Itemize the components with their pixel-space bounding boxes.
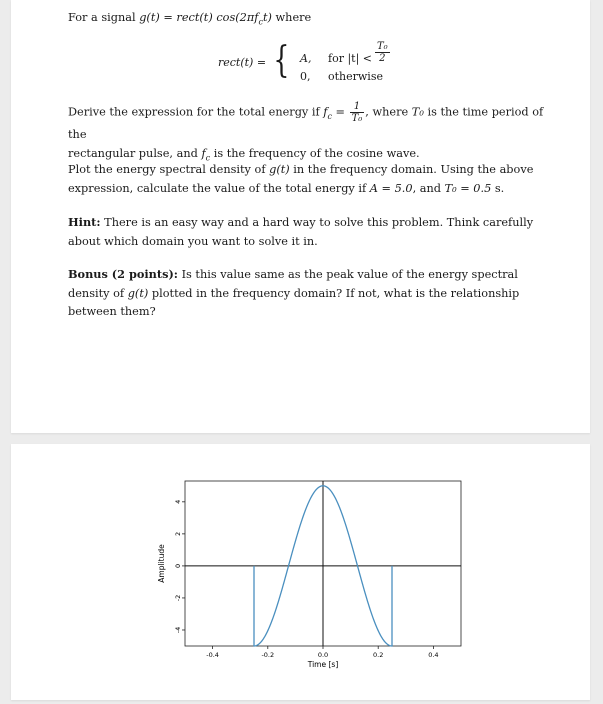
bonus-paragraph	[68, 265, 548, 322]
plot-line1-a: Plot the energy spectral density of	[68, 163, 270, 176]
x-axis	[206, 646, 438, 659]
bonus-label: Bonus (2 points):	[68, 267, 178, 281]
case2-value: 0,	[300, 70, 311, 83]
y-tick-label: 4	[174, 499, 182, 504]
intro-suffix: where	[271, 11, 312, 24]
derive-frac-den: T₀	[351, 113, 363, 124]
case1-condition: for |t| <	[328, 52, 372, 65]
derive-line2-fc: f	[201, 146, 206, 160]
plot-card	[11, 444, 590, 700]
y-tick-label: -4	[174, 626, 182, 634]
plot-line1-b: in the frequency domain. Using the above	[289, 163, 534, 176]
derive-t0: T₀	[411, 105, 424, 119]
x-axis-label: Time [s]	[307, 660, 339, 669]
hint-text: There is an easy way and a hard way to solve this problem. Think carefully about which domain you want to solve it in.	[68, 216, 534, 248]
hint-label: Hint:	[68, 215, 101, 229]
derive-fraction	[350, 101, 365, 124]
y-tick-label: 0	[174, 563, 182, 568]
plot-line2-unit: s.	[491, 181, 505, 195]
derive-equals: =	[331, 105, 349, 119]
bonus-text-b: plotted in the frequency domain? If not, what is the relationship between them?	[68, 286, 520, 318]
derive-text-b: , where	[365, 105, 412, 119]
x-tick-label: 0.2	[373, 651, 384, 659]
derive-line2-a: rectangular pulse, and	[68, 146, 202, 160]
x-tick-label: -0.2	[261, 651, 275, 659]
signal-plot	[11, 444, 590, 700]
derive-line2-b: is the frequency of the cosine wave.	[210, 146, 420, 160]
y-tick-label: -2	[174, 594, 182, 602]
rect-definition	[218, 40, 418, 90]
derive-text-a: Derive the expression for the total energy if	[68, 105, 324, 119]
plot-line2-b: , and	[412, 181, 445, 195]
intro-equation-end: t)	[262, 11, 272, 24]
plot-line2-A: A = 5.0	[369, 181, 413, 195]
derive-fc-sub: c	[327, 111, 332, 121]
plot-line1-g: g(t)	[269, 163, 290, 176]
case2-condition: otherwise	[328, 70, 383, 83]
problem-card	[11, 0, 590, 433]
intro-subscript: c	[258, 17, 263, 27]
x-tick-label: -0.4	[206, 651, 219, 659]
case1-fraction	[375, 41, 390, 64]
case1-frac-num: T₀	[377, 41, 388, 52]
bonus-text-a: Is this value same as the peak value of the energy spectral density of	[68, 268, 518, 300]
x-tick-label: 0.4	[428, 651, 439, 659]
plot-paragraph	[68, 161, 548, 198]
bonus-g: g(t)	[127, 286, 149, 300]
y-axis	[174, 500, 185, 633]
case1-value: A,	[300, 52, 312, 65]
plot-line2-T: T₀ = 0.5	[444, 181, 492, 195]
intro-prefix: For a signal	[68, 11, 140, 24]
derive-line2-sub: c	[205, 153, 211, 162]
derive-paragraph	[68, 101, 548, 168]
y-tick-label: 2	[174, 531, 182, 536]
intro-equation: g(t) = rect(t) cos(2πf	[139, 11, 259, 24]
hint-paragraph	[68, 213, 548, 251]
y-axis-label: Amplitude	[157, 544, 166, 583]
plot-line2-a: expression, calculate the value of the total energy if	[68, 181, 370, 195]
derive-frac-num: 1	[350, 101, 365, 113]
case1-frac-den: 2	[379, 53, 386, 64]
derive-text-c: is the time period of the	[68, 105, 544, 142]
derive-fc: f	[323, 105, 328, 119]
rect-lhs: rect(t) =	[218, 56, 267, 69]
intro-line	[68, 9, 548, 32]
x-tick-label: 0.0	[317, 651, 329, 659]
left-brace: {	[273, 40, 290, 81]
